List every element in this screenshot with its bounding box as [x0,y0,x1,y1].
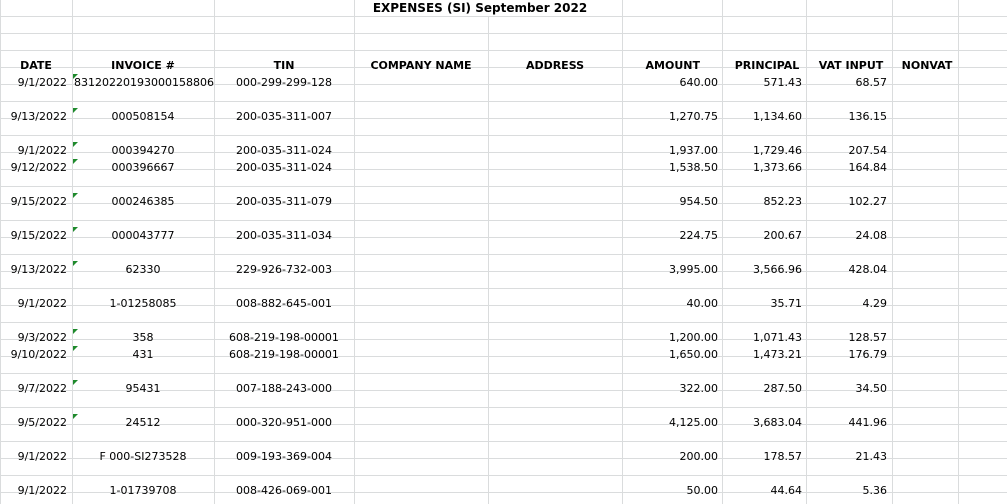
cell-date[interactable]: 9/5/2022 [17,416,67,429]
cell-invoice[interactable]: 1-01739708 [109,484,177,497]
cell-date[interactable]: 9/1/2022 [17,297,67,310]
cell-vat-input[interactable]: 164.84 [848,161,887,174]
cell-amount[interactable]: 322.00 [679,382,718,395]
error-indicator-icon[interactable] [73,74,78,79]
cell-tin[interactable]: 007-188-243-000 [236,382,332,395]
cell-date[interactable]: 9/15/2022 [10,229,67,242]
cell-principal[interactable]: 571.43 [763,76,802,89]
cell-date[interactable]: 9/1/2022 [17,484,67,497]
header-nonvat[interactable]: NONVAT [901,59,953,72]
cell-amount[interactable]: 1,270.75 [669,110,718,123]
error-indicator-icon[interactable] [73,346,78,351]
cell-date[interactable]: 9/10/2022 [10,348,67,361]
cell-invoice[interactable]: 000508154 [111,110,175,123]
error-indicator-icon[interactable] [73,159,78,164]
cell-invoice[interactable]: 358 [132,331,154,344]
cell-tin[interactable]: 200-035-311-024 [236,161,332,174]
cell-tin[interactable]: 200-035-311-024 [236,144,332,157]
cell-principal[interactable]: 287.50 [763,382,802,395]
error-indicator-icon[interactable] [73,193,78,198]
cell-vat-input[interactable]: 428.04 [848,263,887,276]
header-address[interactable]: ADDRESS [525,59,585,72]
cell-principal[interactable]: 178.57 [763,450,802,463]
cell-invoice[interactable]: 24512 [125,416,161,429]
table-row [0,329,1007,346]
cell-date[interactable]: 9/3/2022 [17,331,67,344]
cell-invoice[interactable]: 000394270 [111,144,175,157]
cell-principal[interactable]: 1,373.66 [753,161,802,174]
table-row [0,227,1007,244]
table-row [0,108,1007,125]
table-row [0,74,1007,91]
cell-principal[interactable]: 852.23 [763,195,802,208]
cell-tin[interactable]: 000-299-299-128 [236,76,332,89]
error-indicator-icon[interactable] [73,227,78,232]
header-company-name[interactable]: COMPANY NAME [370,59,472,72]
cell-date[interactable]: 9/12/2022 [10,161,67,174]
cell-invoice[interactable]: 62330 [125,263,161,276]
cell-invoice[interactable]: F 000-SI273528 [99,450,187,463]
cell-invoice[interactable]: 431 [132,348,154,361]
error-indicator-icon[interactable] [73,380,78,385]
cell-date[interactable]: 9/1/2022 [17,144,67,157]
cell-vat-input[interactable]: 207.54 [848,144,887,157]
header-vat-input[interactable]: VAT INPUT [818,59,884,72]
table-row [0,448,1007,465]
error-indicator-icon[interactable] [73,261,78,266]
table-row [0,142,1007,159]
header-tin[interactable]: TIN [273,59,295,72]
cell-amount[interactable]: 200.00 [679,450,718,463]
header-invoice[interactable]: INVOICE # [111,59,175,72]
error-indicator-icon[interactable] [73,329,78,334]
cell-amount[interactable]: 224.75 [679,229,718,242]
cell-vat-input[interactable]: 441.96 [848,416,887,429]
sheet-title[interactable]: EXPENSES (SI) September 2022 [355,0,605,16]
cell-vat-input[interactable]: 176.79 [848,348,887,361]
table-row [0,414,1007,431]
cell-vat-input[interactable]: 128.57 [848,331,887,344]
cell-date[interactable]: 9/13/2022 [10,263,67,276]
cell-vat-input[interactable]: 34.50 [855,382,887,395]
cell-invoice[interactable]: 000246385 [111,195,175,208]
cell-tin[interactable]: 009-193-369-004 [236,450,332,463]
error-indicator-icon[interactable] [73,142,78,147]
table-row [0,261,1007,278]
cell-tin[interactable]: 229-926-732-003 [236,263,332,276]
cell-tin[interactable]: 608-219-198-00001 [229,331,339,344]
cell-tin[interactable]: 008-882-645-001 [236,297,332,310]
cell-amount[interactable]: 640.00 [679,76,718,89]
cell-principal[interactable]: 3,683.04 [753,416,802,429]
cell-tin[interactable]: 200-035-311-007 [236,110,332,123]
table-row [0,159,1007,176]
cell-invoice[interactable]: 000396667 [111,161,175,174]
cell-principal[interactable]: 1,134.60 [753,110,802,123]
cell-invoice[interactable]: 1-01258085 [109,297,177,310]
header-principal[interactable]: PRINCIPAL [734,59,800,72]
cell-vat-input[interactable]: 102.27 [848,195,887,208]
cell-vat-input[interactable]: 136.15 [848,110,887,123]
cell-date[interactable]: 9/1/2022 [17,450,67,463]
cell-vat-input[interactable]: 68.57 [855,76,887,89]
cell-tin[interactable]: 608-219-198-00001 [229,348,339,361]
cell-principal[interactable]: 1,071.43 [753,331,802,344]
cell-tin[interactable]: 008-426-069-001 [236,484,332,497]
header-amount[interactable]: AMOUNT [645,59,700,72]
cell-principal[interactable]: 1,473.21 [753,348,802,361]
cell-invoice[interactable]: 83120220193000158806 [74,76,214,89]
table-row [0,193,1007,210]
cell-principal[interactable]: 35.71 [770,297,802,310]
cell-principal[interactable]: 1,729.46 [753,144,802,157]
cell-vat-input[interactable]: 24.08 [855,229,887,242]
error-indicator-icon[interactable] [73,108,78,113]
cell-amount[interactable]: 3,995.00 [669,263,718,276]
cell-tin[interactable]: 200-035-311-079 [236,195,332,208]
table-row [0,380,1007,397]
cell-vat-input[interactable]: 5.36 [862,484,887,497]
cell-amount[interactable]: 1,937.00 [669,144,718,157]
cell-vat-input[interactable]: 21.43 [855,450,887,463]
table-row [0,295,1007,312]
cell-date[interactable]: 9/1/2022 [17,76,67,89]
cell-amount[interactable]: 50.00 [686,484,718,497]
cell-amount[interactable]: 1,200.00 [669,331,718,344]
table-row [0,482,1007,499]
cell-principal[interactable]: 200.67 [763,229,802,242]
cell-tin[interactable]: 200-035-311-034 [236,229,332,242]
cell-principal[interactable]: 3,566.96 [753,263,802,276]
cell-invoice[interactable]: 95431 [125,382,161,395]
cell-date[interactable]: 9/13/2022 [10,110,67,123]
cell-vat-input[interactable]: 4.29 [862,297,887,310]
cell-amount[interactable]: 40.00 [686,297,718,310]
cell-date[interactable]: 9/7/2022 [17,382,67,395]
header-date[interactable]: DATE [20,59,52,72]
cell-tin[interactable]: 000-320-951-000 [236,416,332,429]
cell-amount[interactable]: 1,650.00 [669,348,718,361]
table-row [0,346,1007,363]
cell-principal[interactable]: 44.64 [770,484,802,497]
cell-invoice[interactable]: 000043777 [111,229,175,242]
cell-amount[interactable]: 1,538.50 [669,161,718,174]
cell-amount[interactable]: 4,125.00 [669,416,718,429]
cell-amount[interactable]: 954.50 [679,195,718,208]
cell-date[interactable]: 9/15/2022 [10,195,67,208]
error-indicator-icon[interactable] [73,414,78,419]
